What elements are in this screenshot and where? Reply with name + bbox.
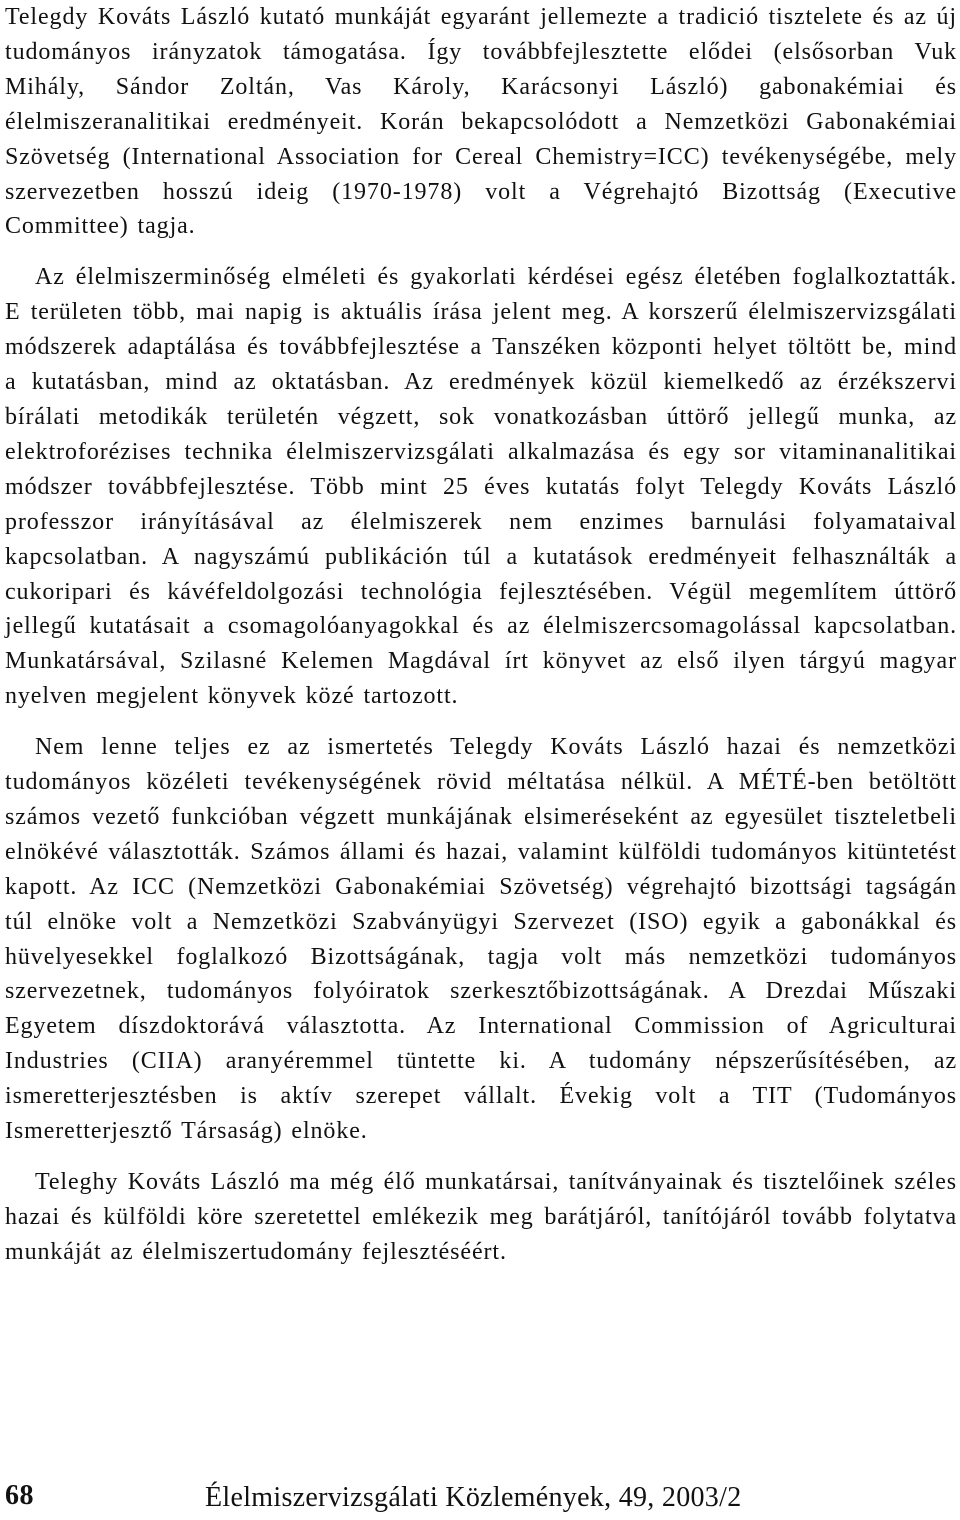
page-footer [5,1480,957,1520]
journal-reference: Élelmiszervizsgálati Közlemények, 49, 2003/2 [205,1482,742,1513]
paragraph-1: Telegdy Kováts László kutató munkáját egyaránt jellemezte a tradició tisztelete és az új tudományos irányzatok támogatása. Így továbbfejlesztette elődei (elsősorban Vuk Mihály, Sándor Zoltán, Vas Károly, Karácsonyi László) gabonakémiai és élelmiszeranalitikai eredményeit. Korán bekapcsolódott a Nemzetközi Gabonakémiai Szövetség (International Association for Cereal Chemistry=ICC) tevékenységébe, mely szervezetben hosszú ideig (1970-1978) volt a Végrehajtó Bizottság (Executive Committee) tagja. [5,4,957,240]
paragraph-2: Az élelmiszerminőség elméleti és gyakorlati kérdései egész életében foglalkoztatták. E területen több, mai napig is aktuális írása jelent meg. A korszerű élelmiszervizsgálati módszerek adaptálása és továbbfejlesztése a Tanszéken központi helyet töltött be, mind a kutatásban, mind az oktatásban. Az eredmények közül kiemelkedő az érzékszervi bírálati metodikák területén végzett, sok vonatkozásban úttörő jellegű munka, az elektroforézises technika élelmiszervizsgálati alkalmazása és egy sor vitaminanalitikai módszer továbbfejlesztése. Több mint 25 éves kutatás folyt Telegdy Kováts László professzor irányításával az élelmiszerek nem enzimes barnulási folyamataival kapcsolatban. A nagyszámú publikáción túl a kutatások eredményeit felhasználták a cukoripari és kávéfeldolgozási technológia fejlesztésében. Végül megemlítem úttörő jellegű kutatásait a csomagolóanyagokkal és az élelmiszercsomagolással kapcsolatban. Munkatársával, Szilasné Kelemen Magdával írt könyvet az első ilyen tárgyú magyar nyelven megjelent könyvek közé tartozott. [5,264,957,710]
paragraph-3: Nem lenne teljes ez az ismertetés Telegdy Kováts László hazai és nemzetközi tudományos közéleti tevékenységének rövid méltatása nélkül. A MÉTÉ-ben betöltött számos vezető funkcióban végzett munkájának elsimeréseként az egyesület tiszteletbeli elnökévé választották. Számos állami és hazai, valamint külföldi tudományos kitüntetést kapott. Az ICC (Nemzetközi Gabonakémiai Szövetség) végrehajtó bizottsági tagságán túl elnöke volt a Nemzetközi Szabványügyi Szervezet (ISO) egyik a gabonákkal és hüvelyesekkel foglalkozó Bizottságának, tagja volt más nemzetközi tudományos szervezetnek, tudományos folyóiratok szerkesztőbizottságának. A Drezdai Műszaki Egyetem díszdoktorává választotta. Az International Commission of Agriculturai Industries (CIIA) aranyéremmel tüntette ki. A tudomány népszerűsítésében, az ismeretterjesztésben is aktív szerepet vállalt. Évekig volt a TIT (Tudományos Ismeretterjesztő Társaság) elnöke. [5,734,957,1145]
paragraph-4: Teleghy Kováts László ma még élő munkatársai, tanítványainak és tisztelőinek széles hazai és külföldi köre szeretettel emlékezik meg barátjáról, tanítójáról tovább folytatva munkáját az élelmiszertudomány fejlesztéséért. [5,1169,957,1265]
page-number: 68 [5,1480,34,1511]
article-body [5,0,957,1270]
